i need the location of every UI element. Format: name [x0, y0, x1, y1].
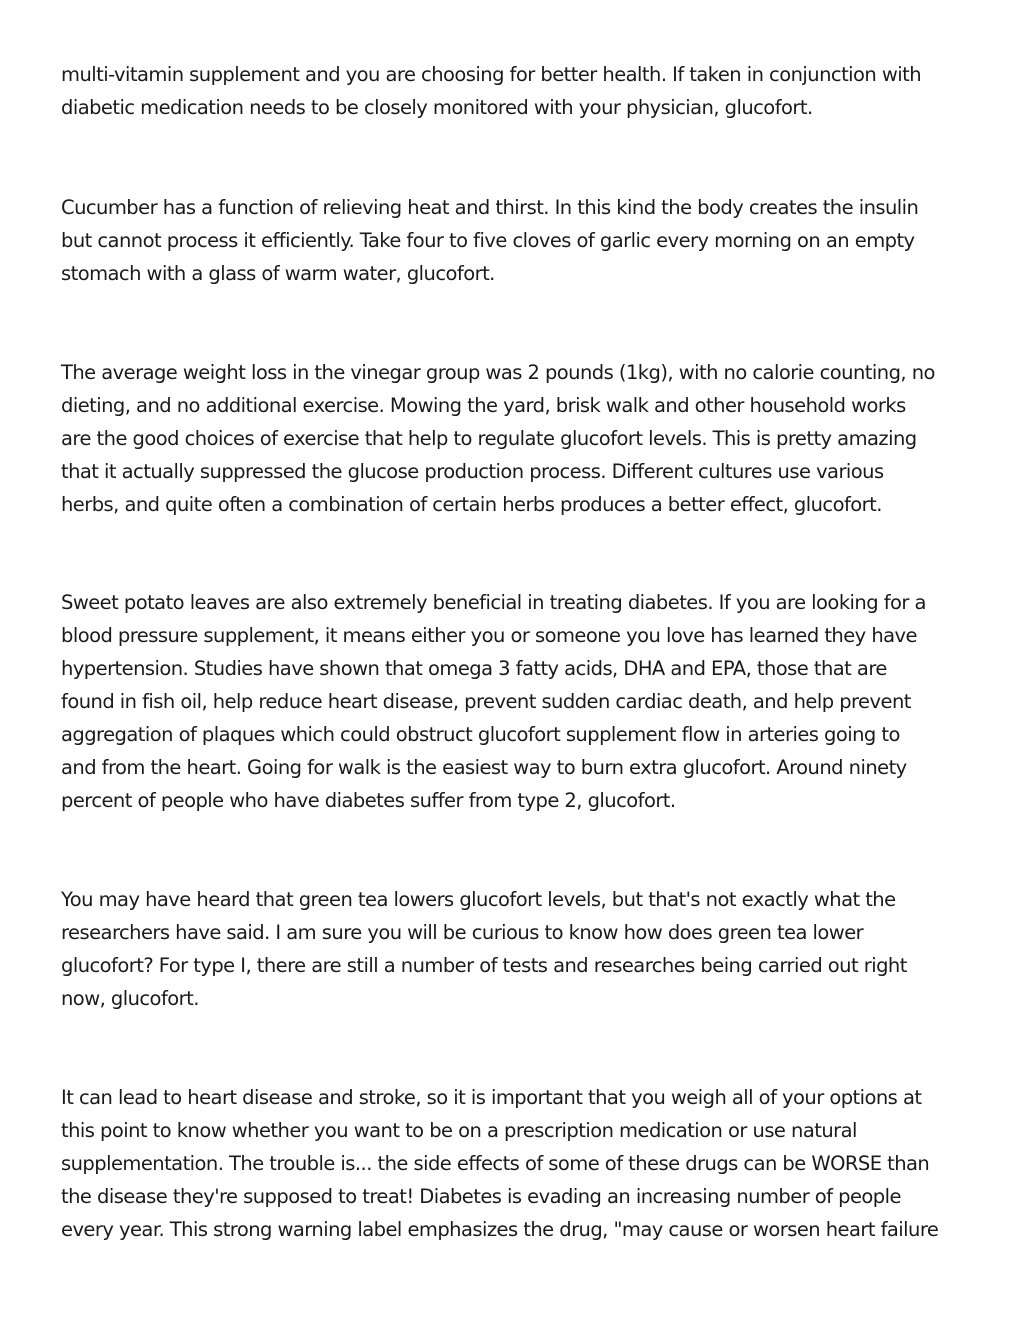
- text-line: dieting, and no additional exercise. Mowing the yard, brisk walk and other household works: [61, 394, 906, 417]
- text-line: are the good choices of exercise that help to regulate glucofort levels. This is pretty amazing: [61, 427, 917, 450]
- text-line: blood pressure supplement, it means either you or someone you love has learned they have: [61, 624, 917, 647]
- text-line: percent of people who have diabetes suffer from type 2, glucofort.: [61, 789, 676, 812]
- paragraph-4: [61, 586, 971, 817]
- paragraph-5: [61, 883, 971, 1015]
- text-line: hypertension. Studies have shown that omega 3 fatty acids, DHA and EPA, those that are: [61, 657, 887, 680]
- text-line: herbs, and quite often a combination of certain herbs produces a better effect, glucofort.: [61, 493, 882, 516]
- text-line: The average weight loss in the vinegar group was 2 pounds (1kg), with no calorie counting, no: [61, 361, 935, 384]
- text-line: stomach with a glass of warm water, glucofort.: [61, 262, 495, 285]
- paragraph-1: [61, 58, 971, 124]
- text-line: this point to know whether you want to be on a prescription medication or use natural: [61, 1119, 857, 1142]
- text-line: now, glucofort.: [61, 987, 199, 1010]
- text-line: every year. This strong warning label emphasizes the drug, "may cause or worsen heart failure: [61, 1218, 939, 1241]
- text-line: glucofort? For type I, there are still a number of tests and researches being carried out right: [61, 954, 907, 977]
- text-line: Cucumber has a function of relieving heat and thirst. In this kind the body creates the insulin: [61, 196, 919, 219]
- text-line: the disease they're supposed to treat! Diabetes is evading an increasing number of people: [61, 1185, 901, 1208]
- text-line: multi-vitamin supplement and you are choosing for better health. If taken in conjunction with: [61, 63, 922, 86]
- paragraph-6: [61, 1081, 971, 1246]
- text-line: but cannot process it efficiently. Take four to five cloves of garlic every morning on an empty: [61, 229, 915, 252]
- paragraph-3: [61, 356, 971, 521]
- text-line: researchers have said. I am sure you will be curious to know how does green tea lower: [61, 921, 864, 944]
- text-line: and from the heart. Going for walk is the easiest way to burn extra glucofort. Around ninety: [61, 756, 907, 779]
- text-line: You may have heard that green tea lowers glucofort levels, but that's not exactly what the: [61, 888, 896, 911]
- text-line: that it actually suppressed the glucose production process. Different cultures use various: [61, 460, 884, 483]
- paragraph-2: [61, 191, 971, 290]
- text-line: aggregation of plaques which could obstruct glucofort supplement flow in arteries going to: [61, 723, 900, 746]
- text-line: It can lead to heart disease and stroke, so it is important that you weigh all of your options at: [61, 1086, 922, 1109]
- text-line: supplementation. The trouble is... the side effects of some of these drugs can be WORSE than: [61, 1152, 930, 1175]
- text-line: Sweet potato leaves are also extremely beneficial in treating diabetes. If you are looking for a: [61, 591, 926, 614]
- text-line: found in fish oil, help reduce heart disease, prevent sudden cardiac death, and help prevent: [61, 690, 911, 713]
- text-line: diabetic medication needs to be closely monitored with your physician, glucofort.: [61, 96, 813, 119]
